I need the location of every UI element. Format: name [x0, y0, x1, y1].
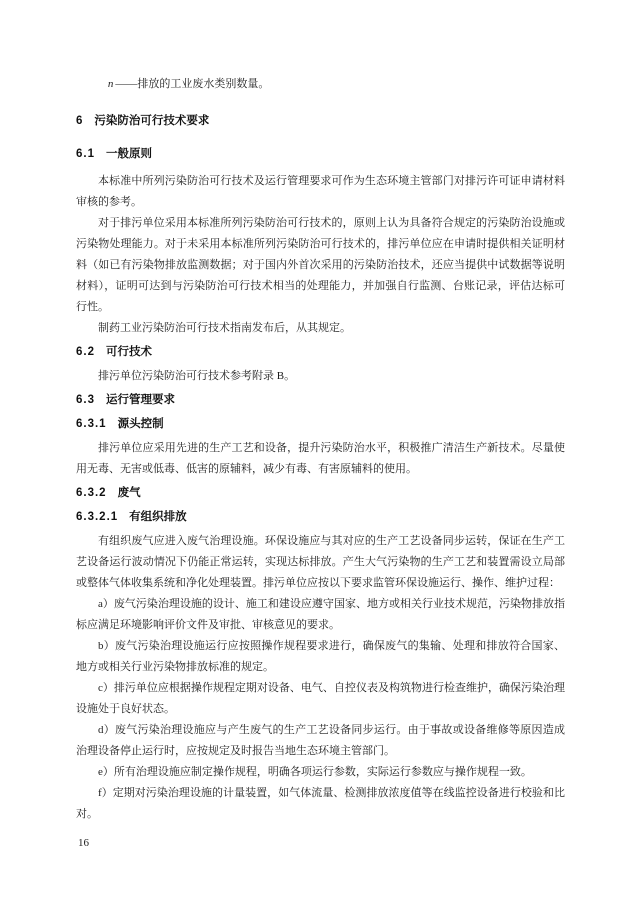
section-number: 6.3 — [76, 394, 95, 406]
paragraph: 有组织废气应进入废气治理设施。环保设施应与其对应的生产工艺设备同步运转，保证在生产工艺设备运行波动情况下仍能正常运转，实现达标排放。产生大气污染物的生产工艺和装置需设立局部或整体气体收集系统和净化处理装置。排污单位应按以下要求监管环保设施运行、操作、维护过程： — [76, 535, 565, 589]
section-title: 可行技术 — [106, 346, 152, 358]
term-definition-line — [76, 74, 565, 95]
section-number: 6.3.1 — [76, 418, 107, 430]
section-heading-6-3-2-1 — [76, 507, 565, 528]
section-title: 废气 — [117, 487, 141, 499]
list-item-c: c）排污单位应根据操作规程定期对设备、电气、自控仪表及构筑物进行检查维护，确保污染治理设施处于良好状态。 — [76, 682, 565, 715]
section-number: 6 — [76, 115, 84, 127]
section-title: 源头控制 — [117, 418, 164, 430]
section-heading-6-3-2 — [76, 483, 565, 504]
section-number: 6.1 — [76, 148, 95, 160]
list-item-f: f）定期对污染治理设施的计量装置，如气体流量、检测排放浓度值等在线监控设备进行校验和比对。 — [76, 787, 565, 820]
term-dash: —— — [115, 78, 138, 90]
section-heading-6-1 — [76, 144, 565, 165]
list-item-e: e）所有治理设施应制定操作规程，明确各项运行参数，实际运行参数应与操作规程一致。 — [98, 766, 532, 778]
section-title: 运行管理要求 — [106, 394, 175, 406]
term-symbol: n — [107, 78, 114, 90]
paragraph: 对于排污单位采用本标准所列污染防治可行技术的，原则上认为具备符合规定的污染防治设施或污染物处理能力。对于未采用本标准所列污染防治可行技术的，排污单位应在申请时提供相关证明材料（如已有污染物排放监测数据；对于国内外首次采用的污染防治技术，还应当提供中试数据等说明材料），证明可达到与污染防治可行技术相当的处理能力，并加强自行监测、台账记录，评估达标可行性。 — [76, 217, 565, 313]
list-item-d: d）废气污染治理设施应与产生废气的生产工艺设备同步运行。由于事故或设备维修等原因造成治理设备停止运行时，应按规定及时报告当地生态环境主管部门。 — [76, 724, 565, 757]
section-heading-6-3-1 — [76, 414, 565, 435]
section-title: 污染防治可行技术要求 — [94, 115, 210, 127]
paragraph: 排污单位应采用先进的生产工艺和设备，提升污染防治水平，积极推广清洁生产新技术。尽量使用无毒、无害或低毒、低害的原辅料，减少有毒、有害原辅料的使用。 — [76, 442, 565, 475]
document-content — [76, 74, 565, 825]
section-title: 一般原则 — [106, 148, 152, 160]
term-definition-text: 排放的工业废水类别数量。 — [137, 78, 270, 90]
section-number: 6.2 — [76, 346, 95, 358]
section-heading-6-2 — [76, 342, 565, 363]
section-heading-6-3 — [76, 390, 565, 411]
section-number: 6.3.2.1 — [76, 511, 119, 523]
list-item-b: b）废气污染治理设施运行应按照操作规程要求进行，确保废气的集输、处理和排放符合国家、地方或相关行业污染物排放标准的规定。 — [76, 640, 565, 673]
paragraph: 排污单位污染防治可行技术参考附录 B。 — [98, 370, 296, 382]
paragraph: 制药工业污染防治可行技术指南发布后，从其规定。 — [98, 322, 351, 334]
section-number: 6.3.2 — [76, 487, 107, 499]
paragraph: 本标准中所列污染防治可行技术及运行管理要求可作为生态环境主管部门对排污许可证申请材料审核的参考。 — [76, 175, 565, 208]
list-item-a: a）废气污染治理设施的设计、施工和建设应遵守国家、地方或相关行业技术规范，污染物排放指标应满足环境影响评价文件及审批、审核意见的要求。 — [76, 598, 565, 631]
page-number: 16 — [78, 837, 89, 849]
section-heading-6 — [76, 111, 565, 132]
section-title: 有组织排放 — [129, 511, 187, 523]
